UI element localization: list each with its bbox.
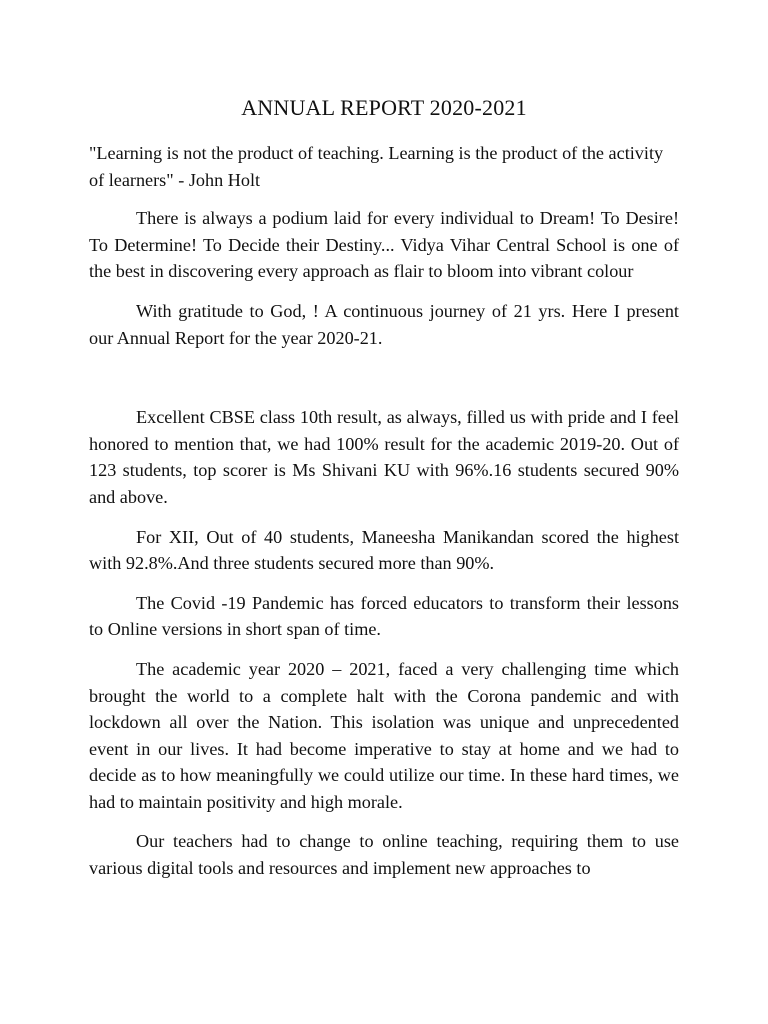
paragraph-intro: There is always a podium laid for every individual to Dream! To Desire! To Determine! To Decide their Destiny... Vidya Vihar Central School is one of the best in discovering every approach as flair to bloom into vibrant colour [89, 208, 679, 282]
paragraph-academic-year: The academic year 2020 – 2021, faced a very challenging time which brought the world to a complete halt with the Corona pandemic and with lockdown all over the Nation. This isolation was unique and unprecedented event in our lives. It had become imperative to stay at home and we had to decide as to how meaningfully we could utilize our time. In these hard times, we had to maintain positivity and high morale. [89, 658, 679, 812]
paragraph-gap [89, 364, 679, 404]
paragraph-online-teaching: Our teachers had to change to online teaching, requiring them to use various digital tools and resources and implement new approaches to [89, 831, 679, 879]
paragraph-class-12-results: For XII, Out of 40 students, Maneesha Manikandan scored the highest with 92.8%.And three students secured more than 90%. [89, 526, 679, 574]
paragraph-class-10-results: Excellent CBSE class 10th result, as always, filled us with pride and I feel honored to mention that, we had 100% result for the academic 2019-20. Out of 123 students, top scorer is Ms Shivani KU with 96%.16 students secured 90% and above. [89, 407, 679, 507]
paragraph-gratitude: With gratitude to God, ! A continuous journey of 21 yrs. Here I present our Annual Report for the year 2020-21. [89, 300, 679, 348]
document-body [89, 140, 679, 895]
document-title: ANNUAL REPORT 2020-2021 [241, 95, 527, 120]
opening-quote: "Learning is not the product of teaching. Learning is the product of the activity of learners" - John Holt [89, 143, 664, 190]
paragraph-covid: The Covid -19 Pandemic has forced educators to transform their lessons to Online versions in short span of time. [89, 592, 679, 640]
